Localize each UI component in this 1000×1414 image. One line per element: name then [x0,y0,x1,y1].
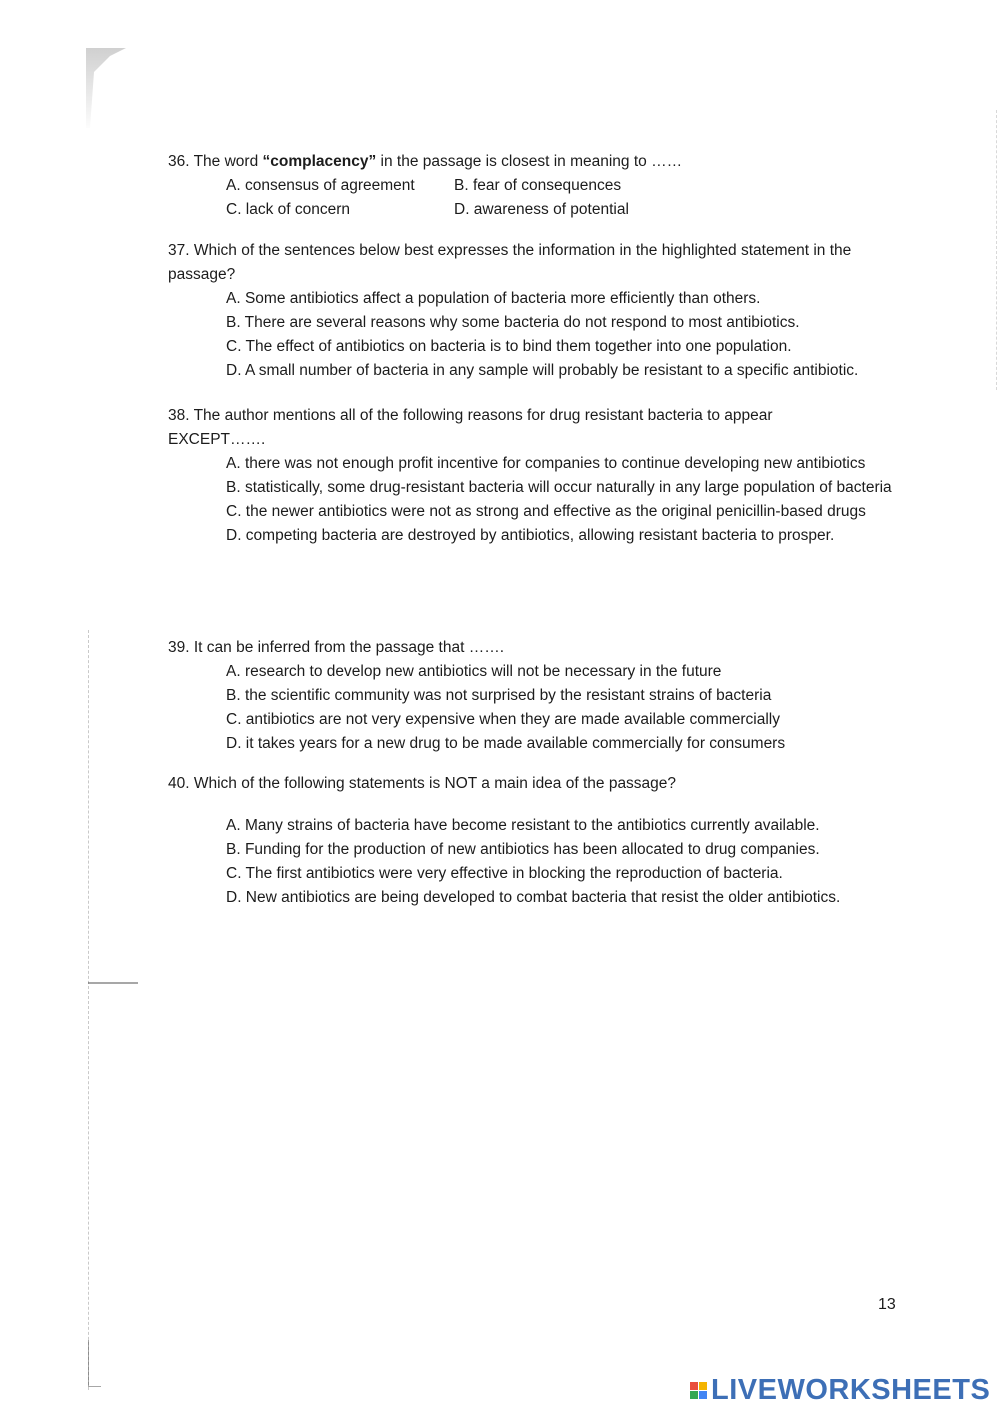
scan-artifact-corner [86,48,126,128]
option-c[interactable]: C. The first antibiotics were very effective in blocking the reproduction of bacteria. [226,865,783,882]
question-37 [168,239,908,383]
question-39-text: 39. It can be inferred from the passage that ……. [168,639,505,656]
question-38 [168,404,908,548]
question-36 [168,150,908,222]
scan-artifact-left-edge [88,630,90,1390]
scan-artifact-right-edge [996,110,998,390]
option-b[interactable]: B. There are several reasons why some bacteria do not respond to most antibiotics. [226,314,800,331]
page-number: 13 [878,1296,896,1313]
brand-name: LIVEWORKSHEETS [711,1373,991,1406]
option-d[interactable]: D. competing bacteria are destroyed by antibiotics, allowing resistant bacteria to prosper. [226,527,835,544]
question-39-options [168,660,908,756]
option-c[interactable]: C. the newer antibiotics were not as strong and effective as the original penicillin-based drugs [226,503,866,520]
option-d[interactable]: D. New antibiotics are being developed to combat bacteria that resist the older antibiotics. [226,889,841,906]
liveworksheets-brand[interactable] [690,1374,990,1406]
question-40-options [168,814,908,910]
option-d[interactable]: D. A small number of bacteria in any sample will probably be resistant to a specific antibiotic. [226,362,859,379]
option-a[interactable]: A. there was not enough profit incentive for companies to continue developing new antibiotics [226,455,866,472]
scan-artifact-bracket [88,1340,101,1387]
option-c[interactable]: C. antibiotics are not very expensive when they are made available commercially [226,711,780,728]
scan-artifact-dash [88,982,138,984]
option-a[interactable]: A. research to develop new antibiotics will not be necessary in the future [226,663,722,680]
option-b[interactable]: B. statistically, some drug-resistant bacteria will occur naturally in any large population of bacteria [226,479,892,496]
question-39 [168,636,908,756]
option-a[interactable]: A. Some antibiotics affect a population of bacteria more efficiently than others. [226,290,761,307]
option-d[interactable]: D. awareness of potential [454,201,629,218]
liveworksheets-logo-icon [690,1382,707,1399]
option-c[interactable]: C. lack of concern [226,201,351,218]
option-b[interactable]: B. the scientific community was not surprised by the resistant strains of bacteria [226,687,772,704]
question-40 [168,772,908,910]
option-b[interactable]: B. fear of consequences [454,177,622,194]
option-d[interactable]: D. it takes years for a new drug to be made available commercially for consumers [226,735,786,752]
highlighted-word: “complacency” [262,153,377,170]
option-c[interactable]: C. The effect of antibiotics on bacteria is to bind them together into one population. [226,338,792,355]
question-38-options [168,452,908,548]
option-a[interactable]: A. Many strains of bacteria have become resistant to the antibiotics currently available. [226,817,820,834]
question-36-text: 36. The word “complacency” in the passage is closest in meaning to …… [168,153,683,170]
question-38-text: 38. The author mentions all of the following reasons for drug resistant bacteria to appear EXCEPT……. [168,407,773,448]
question-37-options [168,287,908,383]
question-36-options [168,174,908,222]
question-40-text: 40. Which of the following statements is NOT a main idea of the passage? [168,775,677,792]
question-37-text: 37. Which of the sentences below best expresses the information in the highlighted statement in the passage? [168,242,852,283]
option-a[interactable]: A. consensus of agreement [226,177,415,194]
option-b[interactable]: B. Funding for the production of new antibiotics has been allocated to drug companies. [226,841,820,858]
